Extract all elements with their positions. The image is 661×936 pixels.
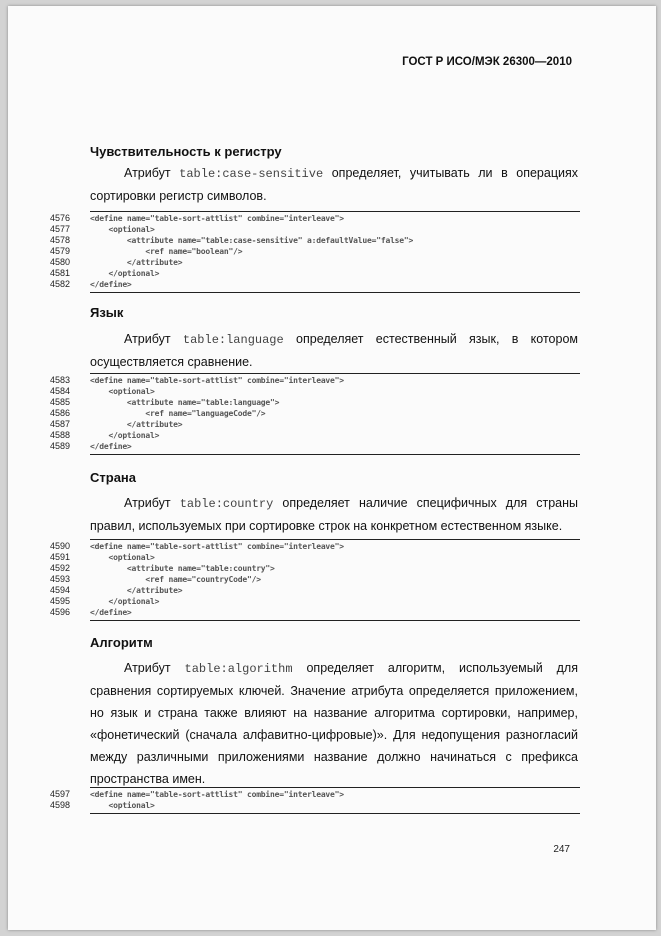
code-line — [50, 441, 580, 452]
line-number: 4584 — [50, 386, 71, 396]
code-block-top-rule — [90, 787, 580, 788]
code-text: <optional> — [90, 801, 155, 810]
code-text: <optional> — [90, 225, 155, 234]
line-number: 4597 — [50, 789, 71, 799]
code-line — [50, 268, 580, 279]
code-block-bottom-rule — [90, 454, 580, 455]
code-line — [50, 386, 580, 397]
line-number: 4588 — [50, 430, 71, 440]
line-number: 4586 — [50, 408, 71, 418]
code-text: <ref name="languageCode"/> — [90, 409, 266, 418]
document-header: ГОСТ Р ИСО/МЭК 26300—2010 — [402, 56, 572, 68]
code-text: </define> — [90, 608, 132, 617]
attribute-code: table:algorithm — [184, 662, 293, 676]
section-paragraph: Атрибут table:language определяет естественный язык, в котором осуществляется сравнение. — [90, 332, 578, 369]
code-block-bottom-rule — [90, 292, 580, 293]
line-number: 4594 — [50, 585, 71, 595]
section-heading-language: Язык — [90, 305, 124, 320]
code-text: <attribute name="table:case-sensitive" a:defaultValue="false"> — [90, 236, 414, 245]
line-number: 4577 — [50, 224, 71, 234]
line-number: 4582 — [50, 279, 71, 289]
line-number: 4585 — [50, 397, 71, 407]
section-heading-algorithm: Алгоритм — [90, 635, 153, 650]
code-line — [50, 408, 580, 419]
line-number: 4595 — [50, 596, 71, 606]
code-text: </attribute> — [90, 586, 183, 595]
line-number: 4590 — [50, 541, 71, 551]
line-number: 4598 — [50, 800, 71, 810]
code-text: <optional> — [90, 553, 155, 562]
code-text: <define name="table-sort-attlist" combine="interleave"> — [90, 376, 344, 385]
document-page — [8, 6, 656, 930]
code-text: <define name="table-sort-attlist" combine="interleave"> — [90, 790, 344, 799]
code-line — [50, 607, 580, 618]
code-text: </attribute> — [90, 420, 183, 429]
code-block — [50, 213, 580, 290]
code-line — [50, 585, 580, 596]
code-text: <define name="table-sort-attlist" combine="interleave"> — [90, 542, 344, 551]
code-text: </define> — [90, 442, 132, 451]
line-number: 4593 — [50, 574, 71, 584]
line-number: 4580 — [50, 257, 71, 267]
attribute-code: table:case-sensitive — [179, 167, 324, 181]
code-text: <ref name="countryCode"/> — [90, 575, 261, 584]
line-number: 4591 — [50, 552, 71, 562]
code-block-top-rule — [90, 539, 580, 540]
line-number: 4578 — [50, 235, 71, 245]
code-line — [50, 552, 580, 563]
code-line — [50, 224, 580, 235]
page-number: 247 — [553, 844, 570, 855]
code-line — [50, 800, 580, 811]
code-block — [50, 789, 580, 811]
code-block-bottom-rule — [90, 620, 580, 621]
section-heading-country: Страна — [90, 470, 137, 485]
line-number: 4581 — [50, 268, 71, 278]
code-line — [50, 596, 580, 607]
code-line — [50, 563, 580, 574]
section-heading-case-sensitivity: Чувствительность к регистру — [90, 144, 282, 159]
code-text: </optional> — [90, 597, 160, 606]
code-line — [50, 541, 580, 552]
code-line — [50, 246, 580, 257]
code-text: <ref name="boolean"/> — [90, 247, 243, 256]
attribute-code: table:language — [182, 333, 284, 347]
line-number: 4587 — [50, 419, 71, 429]
line-number: 4589 — [50, 441, 71, 451]
section-paragraph: Атрибут table:country определяет наличие специфичных для страны правил, используемых при сортировке строк на конкретном естественном языке. — [90, 496, 578, 533]
code-line — [50, 574, 580, 585]
code-block — [50, 375, 580, 452]
code-text: <optional> — [90, 387, 155, 396]
code-line — [50, 789, 580, 800]
code-text: </optional> — [90, 431, 160, 440]
code-block-top-rule — [90, 211, 580, 212]
line-number: 4596 — [50, 607, 71, 617]
code-block — [50, 541, 580, 618]
code-line — [50, 375, 580, 386]
section-paragraph: Атрибут table:algorithm определяет алгоритм, используемый для сравнения сортируемых ключей. Значение атрибута определяется приложением, но язык и страна также влияют на название алгоритма сортировки, например, «фонетический (сначала алфавитно-цифровые)». Для недопущения разногласий между различными приложениями название должно начинаться с префикса пространства имен. — [90, 661, 578, 786]
attribute-code: table:country — [179, 497, 274, 511]
code-text: <define name="table-sort-attlist" combine="interleave"> — [90, 214, 344, 223]
line-number: 4576 — [50, 213, 71, 223]
code-text: </define> — [90, 280, 132, 289]
line-number: 4579 — [50, 246, 71, 256]
code-line — [50, 235, 580, 246]
code-line — [50, 397, 580, 408]
section-paragraph: Атрибут table:case-sensitive определяет, учитывать ли в операциях сортировки регистр символов. — [90, 166, 578, 203]
code-line — [50, 430, 580, 441]
code-text: <attribute name="table:country"> — [90, 564, 275, 573]
code-text: </attribute> — [90, 258, 183, 267]
line-number: 4583 — [50, 375, 71, 385]
code-line — [50, 419, 580, 430]
code-block-bottom-rule — [90, 813, 580, 814]
code-text: <attribute name="table:language"> — [90, 398, 280, 407]
code-text: </optional> — [90, 269, 160, 278]
code-line — [50, 213, 580, 224]
code-line — [50, 279, 580, 290]
code-block-top-rule — [90, 373, 580, 374]
code-line — [50, 257, 580, 268]
line-number: 4592 — [50, 563, 71, 573]
